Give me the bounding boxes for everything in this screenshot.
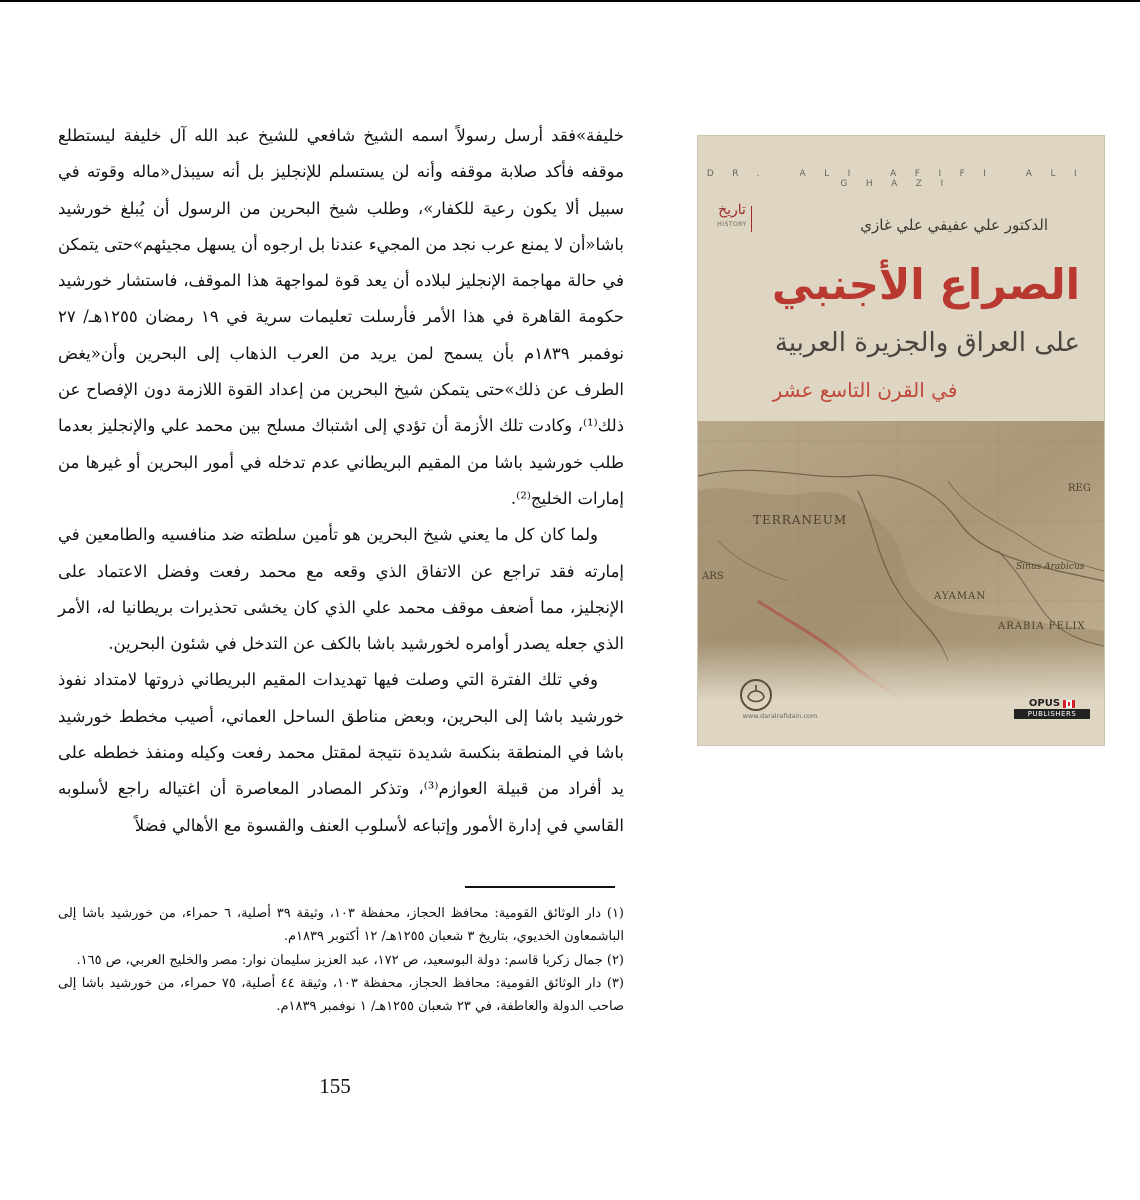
paragraph-1: خليفة»فقد أرسل رسولاً اسمه الشيخ شافعي للشيخ عبد الله آل خليفة ليستطلع موقفه فأكد صلابة موقفه وأنه لن يستسلم للإنجليز بل أنه سيبذل«ماله وقوته في سبيل ألا يكون رعية للكفار»، وطلب شيخ البحرين من الرسول أن يُبلغ خورشيد باشا«أن لا يمنع عرب نجد من المجيء عندنا بل ارجوه أن يسهل مجيئهم»حتى يتمكن في حالة مهاجمة الإنجليز لبلاده أن يعد قوة لمواجهة هذا الموقف، فاستشار خورشيد حكومة القاهرة في هذا الأمر فأرسلت تعليمات سرية في ١٩ رمضان ١٢٥٥هـ/ ٢٧ نوفمبر ١٨٣٩م بأن يسمح لمن يريد من العرب الذهاب إلى البحرين وأن«يغض الطرف عن ذلك»حتى يتمكن شيخ البحرين من إعداد القوة اللازمة دون الإفصاح عن ذلك⁽¹⁾، وكادت تلك الأزمة أن تؤدي إلى اشتباك مسلح بين محمد علي والإنجليز بعدما طلب خورشيد باشا من المقيم البريطاني عدم تدخله في أمور البحرين أو غيرها من إمارات الخليج⁽²⁾. — [58, 126, 625, 508]
canada-flag-icon — [1063, 700, 1075, 708]
cover-title: الصراع الأجنبي — [771, 260, 1080, 309]
footnote-separator — [465, 886, 615, 888]
cover-author-english: DR. ALI AFIFI ALI GHAZI — [706, 169, 1096, 189]
map-label-reg: REG — [1068, 483, 1091, 494]
publisher-url: www.daralrafidain.com — [742, 712, 818, 720]
footnote-3: (٣) دار الوثائق القومية: محافظ الحجاز، محفظة ١٠٣، وثيقة ٤٤ أصلية، ٧٥ حمراء، من خورشيد باشا إلى صاحب الدولة والعاطفة، في ٢٣ شعبان ١٢٥٥هـ/ ١ نوفمبر ١٨٣٩م. — [58, 975, 624, 1015]
cover-category-en: HISTORY — [717, 221, 747, 228]
map-label-sinus: Sinus Arabicus — [1016, 562, 1085, 572]
cover-subtitle: على العراق والجزيرة العربية — [774, 328, 1080, 358]
map-label-terraneum: TERRANEUM — [753, 513, 848, 527]
opus-publisher-logo — [1014, 698, 1090, 720]
footnote-1: (١) دار الوثائق القومية: محافظ الحجاز، محفظة ١٠٣، وثيقة ٣٩ أصلية، ٦ حمراء، من خورشيد باشا إلى الباشمعاون الخديوي، بتاريخ ٣ شعبان ١٢٥٥هـ/ ١٢ أكتوبر ١٨٣٩م. — [58, 906, 624, 945]
publisher-logo-icon — [738, 677, 774, 713]
paragraph-3: وفي تلك الفترة التي وصلت فيها تهديدات المقيم البريطاني ذروتها لامتداد نفوذ خورشيد باشا إلى البحرين، وبعض مناطق الساحل العماني، أصيب مخطط خورشيد باشا في المنطقة بنكسة شديدة نتيجة لمقتل محمد رفعت وكيله ومنفذ خططه على يد أفراد من قبيلة العوازم⁽³⁾، وتذكر المصادر المعاصرة أن اغتياله راجع لأسلوبه القاسي في إدارة الأمور وإتباعه لأسلوب العنف والقسوة مع الأهالي فضلاً — [58, 670, 624, 835]
footnote-2: (٢) جمال زكريا قاسم: دولة البوسعيد، ص ١٧٢، عبد العزيز سليمان نوار: مصر والخليج العربي، ص ١٦٥. — [76, 952, 624, 968]
page-number: 155 — [319, 1074, 351, 1098]
cover-category-divider — [751, 206, 752, 232]
footnotes — [58, 902, 624, 1018]
top-border-line — [0, 0, 1140, 2]
cover-author-arabic: الدكتور علي عفيفي علي غازي — [860, 216, 1048, 234]
opus-publishers-label: PUBLISHERS — [1014, 709, 1090, 719]
cover-category-ar: تاريخ — [718, 202, 746, 218]
map-label-ars: ARS — [702, 571, 724, 582]
book-cover-image — [698, 136, 1104, 745]
cover-subtitle-century: في القرن التاسع عشر — [772, 378, 958, 402]
paragraph-2: ولما كان كل ما يعني شيخ البحرين هو تأمين سلطته ضد منافسيه والطامعين في إمارته فقد تراجع عن الاتفاق الذي وقعه مع محمد رفعت وفضل الاعتماد على الإنجليز، مما أضعف موقف محمد علي الذي كان يخشى تحذيرات بريطانيا له، الأمر الذي جعله يصدر أوامره لخورشيد باشا بالكف عن التدخل في شئون البحرين. — [58, 525, 624, 654]
map-label-arabia-felix: ARABIA FELIX — [998, 621, 1086, 632]
body-text — [58, 118, 624, 844]
map-label-ayaman: AYAMAN — [934, 591, 987, 602]
cover-old-map — [698, 421, 1104, 701]
opus-name: OPUS — [1028, 698, 1061, 709]
cover-category-tag — [712, 203, 752, 232]
